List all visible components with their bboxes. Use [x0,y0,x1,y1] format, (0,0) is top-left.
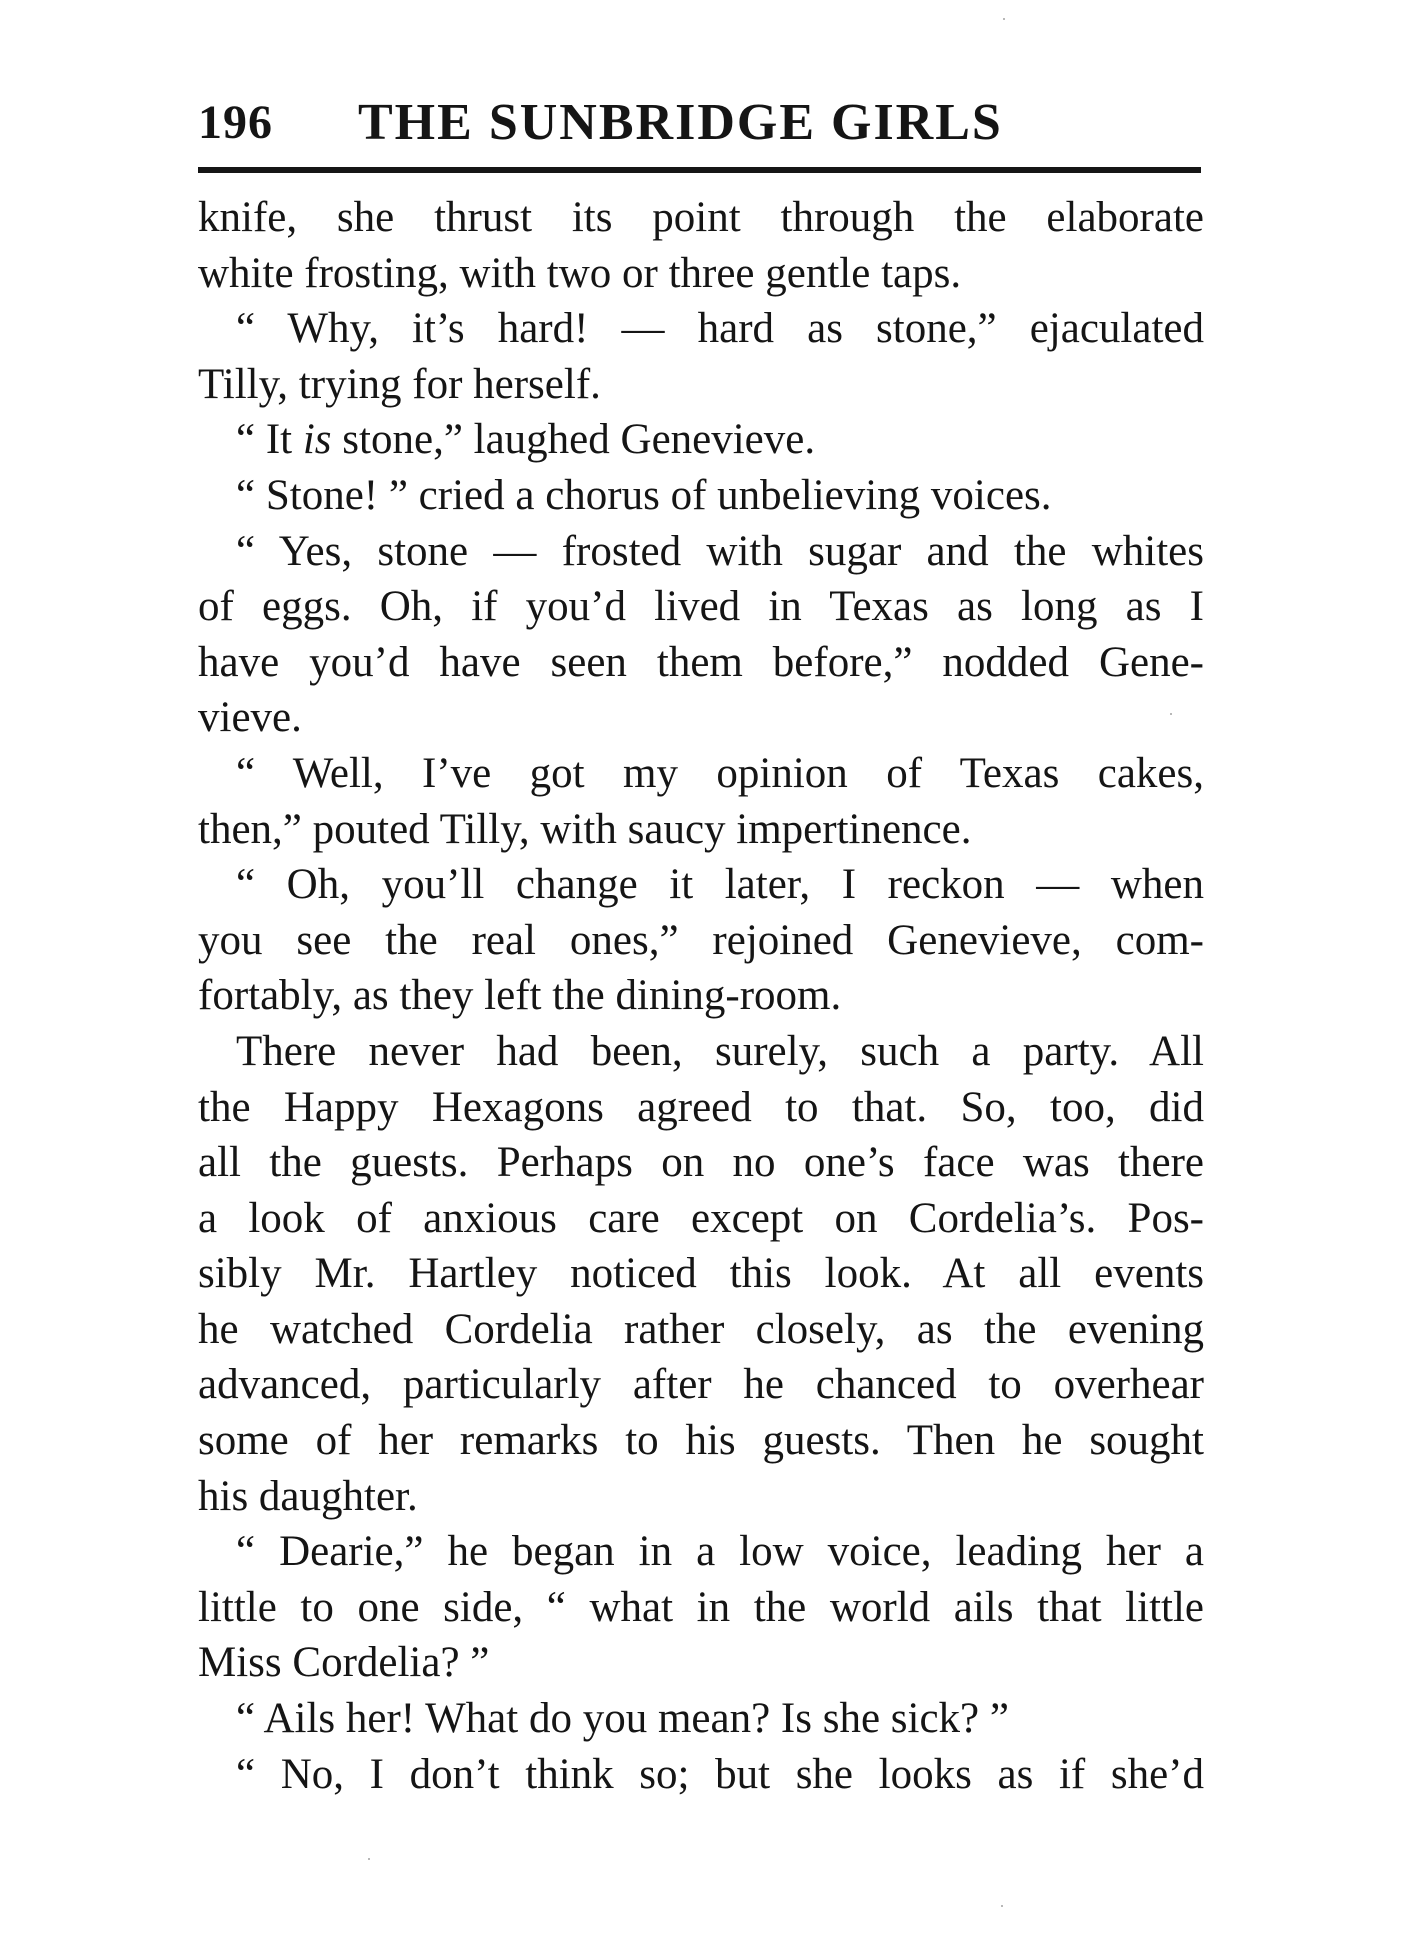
emphasis: is [302,416,332,464]
page-header [198,88,1198,158]
text-line: a look of anxious care except on Cordelia’s. Pos- [198,1194,1204,1242]
text-line: then,” pouted Tilly, with saucy impertinence. [198,805,972,853]
running-title: THE SUNBRIDGE GIRLS [358,94,1003,151]
text-line: “ Yes, stone — frosted with sugar and the whites [236,527,1204,575]
text-line: little to one side, “ what in the world ails that little [198,1583,1204,1631]
text-line: “ No, I don’t think so; but she looks as if she’d [236,1750,1204,1798]
text-line: “ Stone! ” cried a chorus of unbelieving voices. [236,471,1052,519]
scan-speck [1001,1905,1003,1907]
text-line: “ Oh, you’ll change it later, I reckon — when [236,861,1204,909]
scan-speck [1170,713,1172,715]
body-text [198,190,1204,1802]
text-line: advanced, particularly after he chanced to overhear [198,1361,1204,1409]
text-line: his daughter. [198,1472,418,1520]
text-line: fortably, as they left the dining-room. [198,972,842,1020]
text-line: There never had been, surely, such a party. All [236,1027,1204,1075]
text-line: “ Well, I’ve got my opinion of Texas cakes, [236,749,1204,797]
scan-speck [368,1858,370,1860]
text-line: vieve. [198,694,302,742]
text-line: he watched Cordelia rather closely, as the evening [198,1305,1204,1353]
text-line: “ It is stone,” laughed Genevieve. [236,416,816,464]
text-line: have you’d have seen them before,” nodded Gene- [198,638,1204,686]
scan-speck [1003,18,1005,20]
text-line: knife, she thrust its point through the elaborate [198,194,1204,241]
text-line: “ Ails her! What do you mean? Is she sick? ” [236,1695,1009,1743]
text-line: sibly Mr. Hartley noticed this look. At all events [198,1250,1204,1298]
text-line: some of her remarks to his guests. Then he sought [198,1417,1204,1465]
text-line: Tilly, trying for herself. [198,360,601,408]
text-line: of eggs. Oh, if you’d lived in Texas as long as I [198,583,1204,631]
text-line: “ Why, it’s hard! — hard as stone,” ejaculated [236,305,1204,353]
header-rule [198,167,1201,173]
text-line: white frosting, with two or three gentle taps. [198,249,962,297]
text-line: the Happy Hexagons agreed to that. So, too, did [198,1083,1204,1131]
text-line: “ Dearie,” he began in a low voice, leading her a [236,1528,1204,1576]
text-line: all the guests. Perhaps on no one’s face was there [198,1139,1204,1187]
page-number: 196 [198,96,273,149]
text-line: you see the real ones,” rejoined Genevieve, com- [198,916,1204,964]
text-line: Miss Cordelia? ” [198,1639,490,1687]
